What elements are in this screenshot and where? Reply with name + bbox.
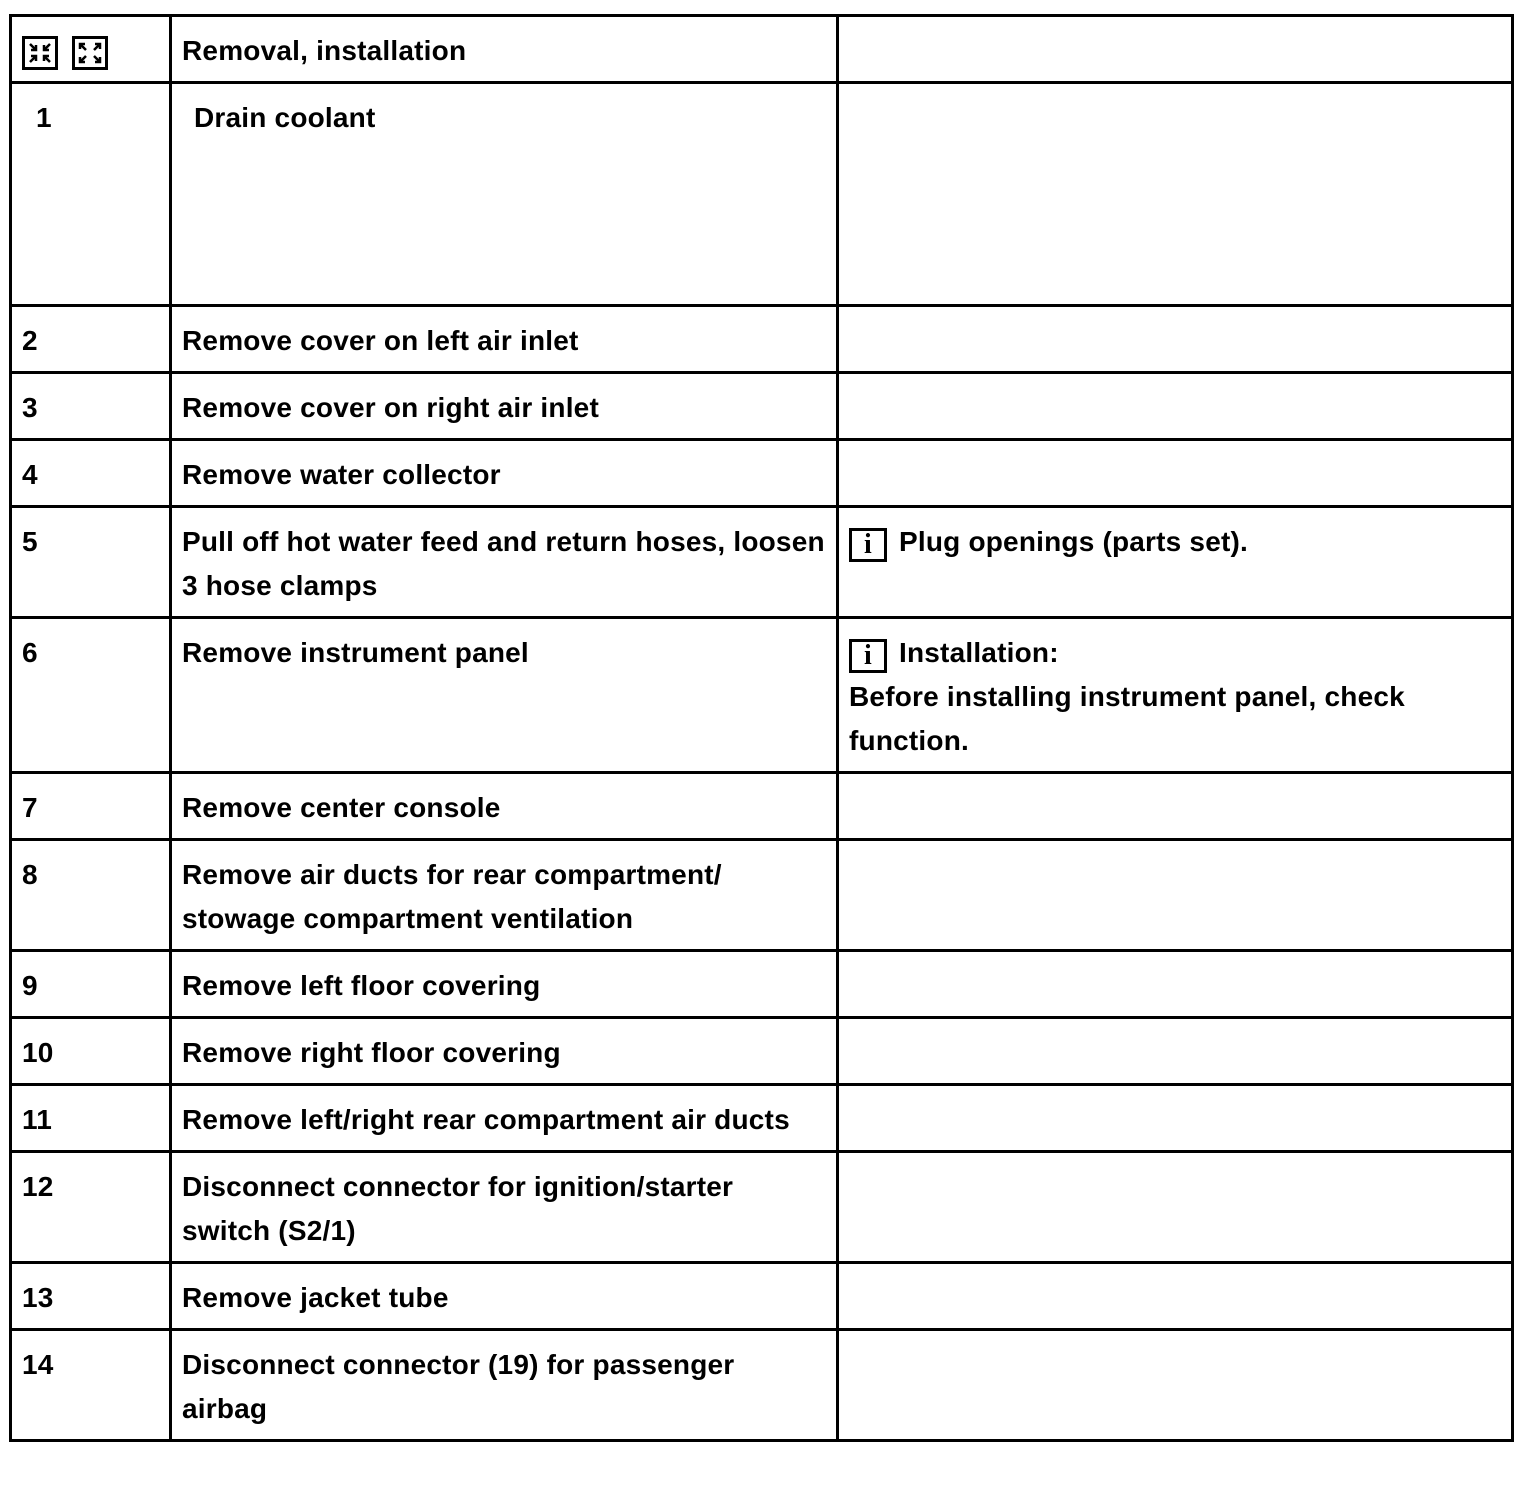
step-number: 11: [11, 1085, 171, 1152]
step-note: [838, 1018, 1513, 1085]
step-note: [838, 1330, 1513, 1441]
installation-icon: [72, 36, 108, 70]
table-row: [11, 1018, 1513, 1085]
table-row: [11, 1263, 1513, 1330]
table-row: [11, 306, 1513, 373]
note-text: Before installing instrument panel, check function.: [849, 681, 1405, 756]
step-number: 12: [11, 1152, 171, 1263]
table-header-row: [11, 16, 1513, 83]
step-text: Remove left/right rear compartment air ducts: [171, 1085, 838, 1152]
step-text: Disconnect connector for ignition/starter switch (S2/1): [171, 1152, 838, 1263]
step-number: 2: [11, 306, 171, 373]
step-text: Remove jacket tube: [171, 1263, 838, 1330]
step-note: [838, 618, 1513, 773]
step-note: [838, 951, 1513, 1018]
step-number: 10: [11, 1018, 171, 1085]
step-text: Pull off hot water feed and return hoses, loosen 3 hose clamps: [171, 507, 838, 618]
table-row: [11, 840, 1513, 951]
note-title: Installation:: [899, 637, 1059, 668]
step-number: 9: [11, 951, 171, 1018]
step-number: 5: [11, 507, 171, 618]
step-note: [838, 507, 1513, 618]
info-icon: i: [849, 639, 887, 673]
step-note: [838, 373, 1513, 440]
procedure-table: [9, 14, 1514, 1442]
step-number: 13: [11, 1263, 171, 1330]
step-note: [838, 1085, 1513, 1152]
step-text: Remove cover on left air inlet: [171, 306, 838, 373]
step-text: Remove right floor covering: [171, 1018, 838, 1085]
step-text: Remove air ducts for rear compartment/ stowage compartment ventilation: [171, 840, 838, 951]
step-text: Disconnect connector (19) for passenger airbag: [171, 1330, 838, 1441]
header-icons-cell: [11, 16, 171, 83]
step-note: [838, 83, 1513, 306]
step-text: Drain coolant: [171, 83, 838, 306]
table-row: [11, 618, 1513, 773]
header-note-cell: [838, 16, 1513, 83]
note-text: Plug openings (parts set).: [899, 526, 1249, 557]
table-row: [11, 440, 1513, 507]
step-note: [838, 1152, 1513, 1263]
info-icon: i: [849, 528, 887, 562]
step-number: 6: [11, 618, 171, 773]
step-number: 7: [11, 773, 171, 840]
removal-icon: [22, 36, 58, 70]
step-number: 3: [11, 373, 171, 440]
step-text: Remove instrument panel: [171, 618, 838, 773]
procedure-sheet: [9, 14, 1511, 1442]
table-row: [11, 373, 1513, 440]
step-number: 1: [11, 83, 171, 306]
table-row: [11, 951, 1513, 1018]
step-text: Remove water collector: [171, 440, 838, 507]
table-row: [11, 1330, 1513, 1441]
step-number: 8: [11, 840, 171, 951]
table-row: [11, 83, 1513, 306]
step-text: Remove cover on right air inlet: [171, 373, 838, 440]
step-text: Remove left floor covering: [171, 951, 838, 1018]
step-number: 4: [11, 440, 171, 507]
step-note: [838, 306, 1513, 373]
step-text: Remove center console: [171, 773, 838, 840]
step-number: 14: [11, 1330, 171, 1441]
table-row: [11, 773, 1513, 840]
header-title: Removal, installation: [171, 16, 838, 83]
table-row: [11, 1152, 1513, 1263]
step-note: [838, 840, 1513, 951]
step-note: [838, 440, 1513, 507]
table-row: [11, 1085, 1513, 1152]
table-row: [11, 507, 1513, 618]
step-note: [838, 1263, 1513, 1330]
step-note: [838, 773, 1513, 840]
